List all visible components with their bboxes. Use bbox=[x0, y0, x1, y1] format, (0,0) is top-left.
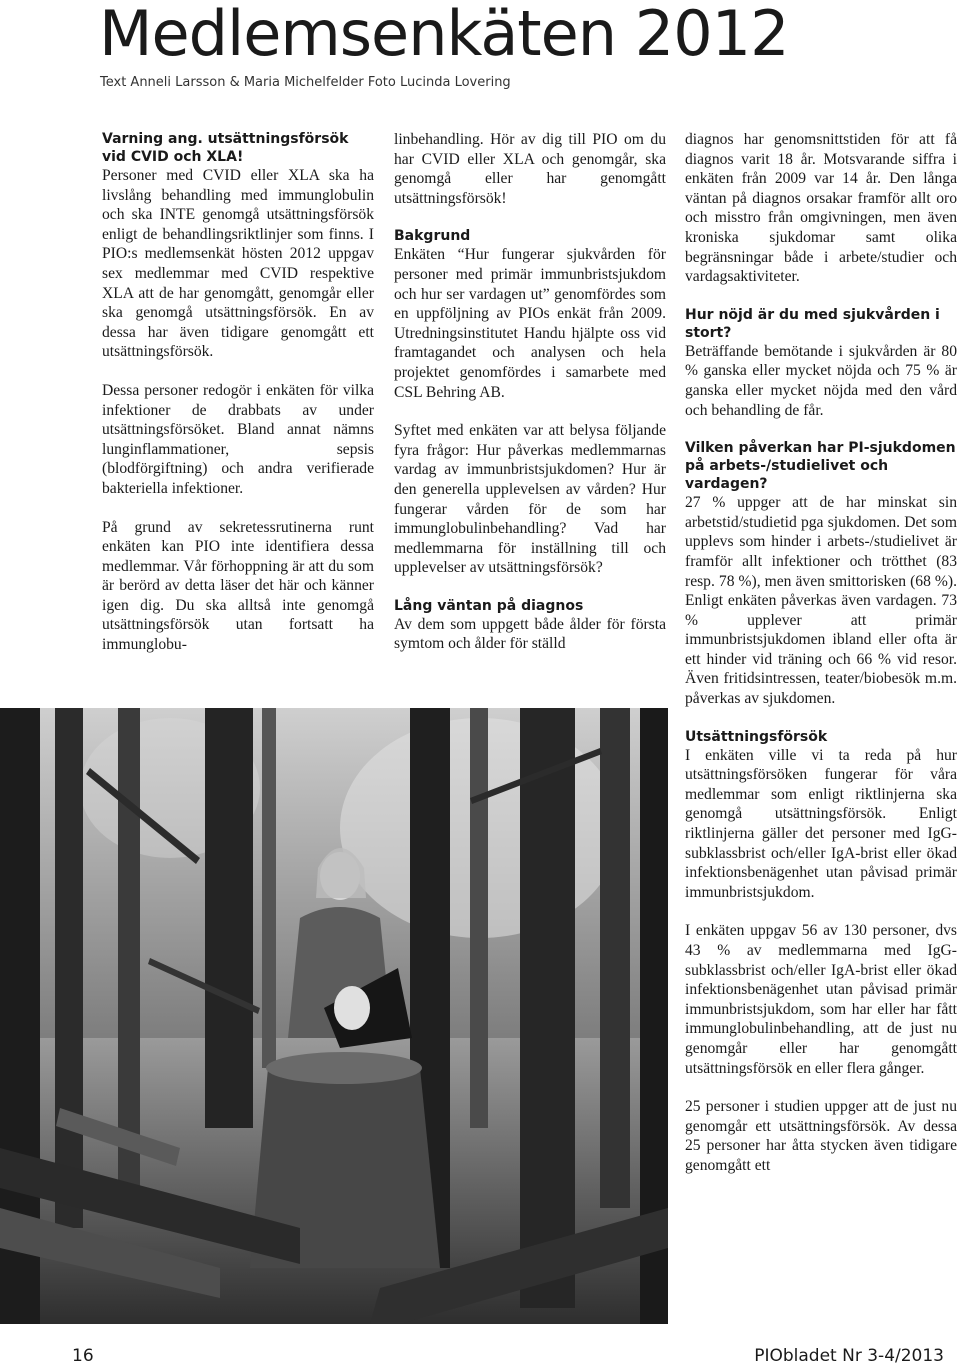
paragraph: Enkäten “Hur fungerar sjukvården för personer med primär immunbristsjukdom och hur ser vardagen ut” genomfördes som en uppföljning av PIOs enkät från 2009. Utredningsinstitutet Handu hjälpte oss vid framtagandet och analysen och hela projektet genomfördes i samarbete med CSL Behring AB. bbox=[394, 246, 666, 401]
paragraph: 25 personer i studien uppger att de just nu genomgår ett utsättningsförsök. Av dessa 25 personer har åtta stycken även tidigare genomgått ett bbox=[685, 1098, 957, 1174]
paragraph: Personer med CVID eller XLA ska ha livslång behandling med immunglobulin och ska INTE genomgå utsättningsförsök enligt de behandlingsriktlinjer som finns. I PIO:s medlemsenkät hösten 2012 uppgav sex medlemmar med CVID respektive XLA att de har genomgått, genomgår eller ska genomgå utsättningsförsök. En av dessa har även tidigare genomgått ett utsättningsförsök. bbox=[102, 167, 374, 361]
paragraph: På grund av sekretessrutinerna runt enkäten kan PIO inte identifiera dessa medlemmar. Vår förhoppning är att du som är berörd av detta läser det här och känner igen dig. Du ska alltså inte genomgå utsättningsförsök utan fortsatt ha immunglobu- bbox=[102, 518, 374, 654]
article-title: Medlemsenkäten 2012 bbox=[99, 0, 789, 70]
paragraph: Av dem som uppgett både ålder för första symtom och ålder för ställd bbox=[394, 615, 666, 653]
paragraph: linbehandling. Hör av dig till PIO om du har CVID eller XLA och genomgår, ska genomgå eller har genomgått utsättningsförsök! bbox=[394, 131, 666, 207]
section-heading-utsattning: Utsättningsförsök bbox=[685, 728, 828, 745]
paragraph: Syftet med enkäten var att belysa följande fyra frågor: Hur påverkas medlemmarnas vardag av immunbristsjukdomen? Hur är den generella upplevelsen av vården? Hur fungerar vården för de som har immunglobulinbehandling? Vad har medlemmarna för inställning till och upplevelser av utsättningsförsök? bbox=[394, 422, 666, 577]
section-heading-nojd: Hur nöjd är du med sjukvården i stort? bbox=[685, 306, 940, 341]
article-credits: Text Anneli Larsson & Maria Michelfelder Foto Lucinda Lovering bbox=[100, 75, 511, 90]
paragraph: Beträffande bemötande i sjukvården är 80 % ganska eller mycket nöjda och 75 % är ganska eller mycket nöjda med den vård och behandling de får. bbox=[685, 342, 957, 419]
warning-heading: Varning ang. utsättningsförsök vid CVID och XLA! bbox=[102, 131, 349, 165]
paragraph: I enkäten uppgav 56 av 130 personer, dvs 43 % av medlemmarna med IgG-subklassbrist och/eller IgA-brist eller ökad infektionsbenägenhet utan påvisad primär immunbristsjukdom, som har eller har fått immunglobulinbehandling, att de just nu genomgår eller har genomgått utsättningsförsök en eller flera gånger. bbox=[685, 922, 957, 1077]
column-1 bbox=[102, 130, 374, 655]
paragraph: diagnos har genomsnittstiden för att få diagnos varit 18 år. Motsvarande siffra i enkäten från 2009 var 14 år. Den långa väntan på diagnos orsakar framför allt oro och misstro från omgivningen, men även kroniska sjukdomar samt olika begränsningar både i arbete/studier och vardagsaktiviteter. bbox=[685, 131, 957, 286]
column-3 bbox=[685, 130, 957, 1176]
section-heading-lang-vantan: Lång väntan på diagnos bbox=[394, 597, 584, 614]
column-2 bbox=[394, 130, 666, 654]
paragraph: Dessa personer redogör i enkäten för vilka infektioner de drabbats av under utsättningsförsöket. Bland annat nämns lunginflammationer, sepsis (blodförgiftning) och andra verifierade bakteriella infektioner. bbox=[102, 381, 374, 497]
section-heading-bakgrund: Bakgrund bbox=[394, 228, 471, 245]
forest-photo bbox=[0, 708, 668, 1324]
paragraph: I enkäten ville vi ta reda på hur utsättningsförsöken fungerar för våra medlemmar som enligt riktlinjerna ska genomgå utsättningsförsök. Enligt riktlinjerna gäller det personer med IgG-subklassbrist och/eller IgA-brist eller ökad infektionsbenägenhet utan påvisad primär immunbristsjukdom. bbox=[685, 746, 957, 901]
publication-name: PIObladet Nr 3-4/2013 bbox=[754, 1346, 944, 1366]
section-heading-paverkan: Vilken påverkan har PI-sjukdomen på arbets-/studielivet och vardagen? bbox=[685, 440, 956, 493]
page-number: 16 bbox=[72, 1346, 94, 1366]
paragraph: 27 % uppger att de har minskat sin arbetstid/studietid pga sjukdomen. Det som upplevs som hinder i arbets-/studielivet är framför allt infektioner och trötthet (83 resp. 78 %), men även smittorisken (68 %). Enligt enkäten påverkas även vardagen. 73 % upplever att primär immunbristsjukdomen ibland eller ofta är ett hinder vid träning och 66 % vid resor. Även fritidsintressen, teater/biobesök m.m. påverkas av sjukdomen. bbox=[685, 494, 957, 708]
